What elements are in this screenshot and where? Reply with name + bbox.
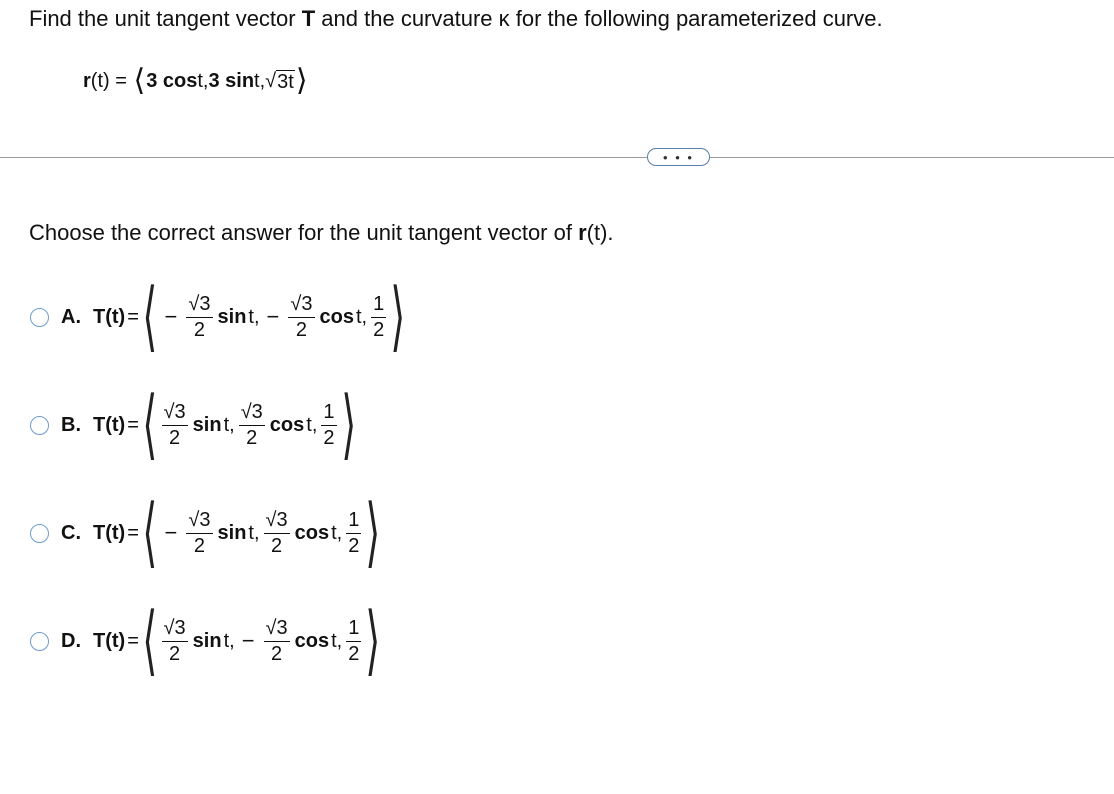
open-angle: ⟨ [142,274,158,359]
problem-text-mid: and the curvature [315,6,499,31]
close-angle: ⟩ [365,490,381,575]
option-a[interactable] [30,272,407,362]
fraction-1 [162,616,188,667]
func-2: cos [269,413,305,436]
radio-button[interactable] [30,524,49,543]
numerator: √3 [264,616,290,642]
option-letter: C. [61,521,81,544]
numerator: √3 [264,508,290,534]
fraction-2 [264,508,290,559]
question-text: Choose the correct answer for the unit tangent vector of [29,220,579,245]
func-1: sin [217,305,247,328]
radio-button[interactable] [30,416,49,435]
question-tail: (t). [586,220,614,245]
numerator: √3 [288,292,314,318]
option-b[interactable] [30,380,357,470]
fraction-1 [162,400,188,451]
denominator: 2 [323,426,335,449]
option-equals: = [127,413,139,436]
var-1: t, [223,413,235,436]
eq-comp1: 3 cos [146,69,198,92]
denominator: 2 [348,534,360,557]
var-1: t, [248,521,260,544]
fraction-1 [186,292,212,343]
open-angle: ⟨ [142,382,158,467]
func-2: cos [319,305,354,328]
numerator: √3 [162,616,188,642]
eq-comp2-t: t, [254,69,266,92]
denominator: 2 [193,534,206,557]
eq-open-angle: ⟨ [133,64,146,97]
option-equals: = [127,305,139,328]
open-angle: ⟨ [142,490,158,575]
close-angle: ⟩ [365,598,381,683]
denominator: 2 [271,534,283,557]
func-1: sin [192,413,222,436]
eq-comp2: 3 sin [208,69,255,92]
fraction-3 [321,400,336,451]
show-more-button[interactable]: • • • [647,148,710,166]
denominator: 2 [169,426,181,449]
option-lhs: T(t) [93,305,126,328]
problem-kappa: κ [498,6,510,31]
option-d[interactable] [30,596,382,686]
option-equals: = [127,521,139,544]
option-lhs: T(t) [93,629,126,652]
open-angle: ⟨ [142,598,158,683]
problem-T: T [301,6,316,31]
section-divider [0,157,1114,158]
var-1: t, [223,629,235,652]
problem-text-post: for the following parameterized curve. [509,6,883,31]
eq-r: r [83,69,91,92]
fraction-3 [346,508,361,559]
problem-statement [29,6,883,32]
close-angle: ⟩ [340,382,356,467]
var-2: t, [306,413,318,436]
problem-text-pre: Find the unit tangent vector [29,6,302,31]
eq-radicand: 3 [277,70,289,93]
var-2: t, [331,629,343,652]
denominator: 2 [271,642,283,665]
denominator: 2 [193,318,206,341]
denominator: 2 [169,642,181,665]
fraction-3 [346,616,361,667]
radio-button[interactable] [30,308,49,327]
func-1: sin [217,521,247,544]
denominator: 2 [246,426,258,449]
numerator: √3 [162,400,188,426]
question-prompt [29,220,614,246]
fraction-2 [239,400,265,451]
option-lhs: T(t) [93,521,126,544]
func-1: sin [192,629,222,652]
option-letter: B. [61,413,81,436]
numerator: 1 [346,616,361,642]
numerator: 1 [371,292,386,318]
var-2: t, [355,305,368,328]
radio-button[interactable] [30,632,49,651]
fraction-2 [264,616,290,667]
eq-sqrt [265,70,295,93]
option-c[interactable] [30,488,382,578]
sign-2: − [266,304,280,329]
eq-t: (t) = [90,69,133,92]
eq-close-angle: ⟩ [295,64,308,97]
sign-2: − [241,628,255,653]
fraction-1 [186,508,212,559]
numerator: 1 [346,508,361,534]
var-2: t, [331,521,343,544]
numerator: √3 [186,292,212,318]
curve-equation [83,66,309,96]
denominator: 2 [295,318,308,341]
option-letter: A. [61,305,81,328]
func-2: cos [294,521,330,544]
eq-comp1-t: t, [197,69,209,92]
func-2: cos [294,629,330,652]
sign-1: − [164,520,178,545]
denominator: 2 [373,318,385,341]
sign-1: − [164,304,178,329]
option-equals: = [127,629,139,652]
numerator: √3 [186,508,212,534]
close-angle: ⟩ [390,274,406,359]
numerator: 1 [321,400,336,426]
var-1: t, [248,305,260,328]
fraction-3 [371,292,386,343]
numerator: √3 [239,400,265,426]
option-letter: D. [61,629,81,652]
eq-radical: √ [265,69,277,92]
question-r: r [578,220,587,245]
option-lhs: T(t) [93,413,126,436]
eq-radicand-t: t [288,70,294,93]
denominator: 2 [348,642,360,665]
fraction-2 [288,292,314,343]
